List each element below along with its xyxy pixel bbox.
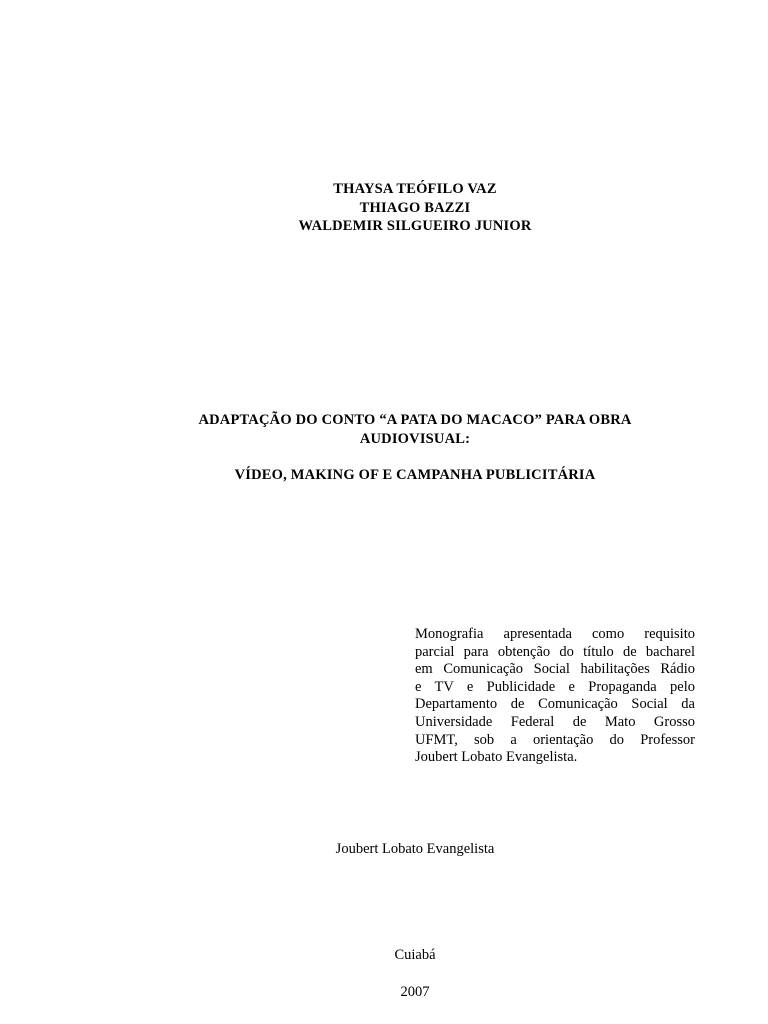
monograph-description — [415, 626, 695, 767]
description-line: parcial para obtenção do título de bacharel — [415, 643, 695, 660]
description-line: e TV e Publicidade e Propaganda pelo — [415, 678, 695, 695]
city-name: Cuiabá — [394, 947, 436, 963]
description-line: em Comunicação Social habilitações Rádio — [415, 661, 695, 678]
description-line: Monografia apresentada como requisito — [415, 626, 695, 642]
author-name: WALDEMIR SILGUEIRO JUNIOR — [298, 218, 532, 234]
advisor-name: Joubert Lobato Evangelista — [335, 841, 495, 857]
publication-year: 2007 — [400, 984, 430, 1000]
title-line: ADAPTAÇÃO DO CONTO “A PATA DO MACACO” PARA OBRA — [198, 412, 632, 428]
description-line: UFMT, sob a orientação do Professor — [415, 731, 695, 748]
document-title — [0, 411, 768, 448]
author-list — [0, 180, 768, 236]
description-line: Departamento de Comunicação Social da — [415, 696, 695, 713]
author-name: THIAGO BAZZI — [359, 199, 471, 216]
description-line: Universidade Federal de Mato Grosso — [415, 713, 695, 730]
title-line: AUDIOVISUAL: — [359, 430, 471, 447]
author-name: THAYSA TEÓFILO VAZ — [333, 181, 497, 197]
document-subtitle: VÍDEO, MAKING OF E CAMPANHA PUBLICITÁRIA — [234, 467, 596, 483]
description-line: Joubert Lobato Evangelista. — [415, 749, 578, 766]
